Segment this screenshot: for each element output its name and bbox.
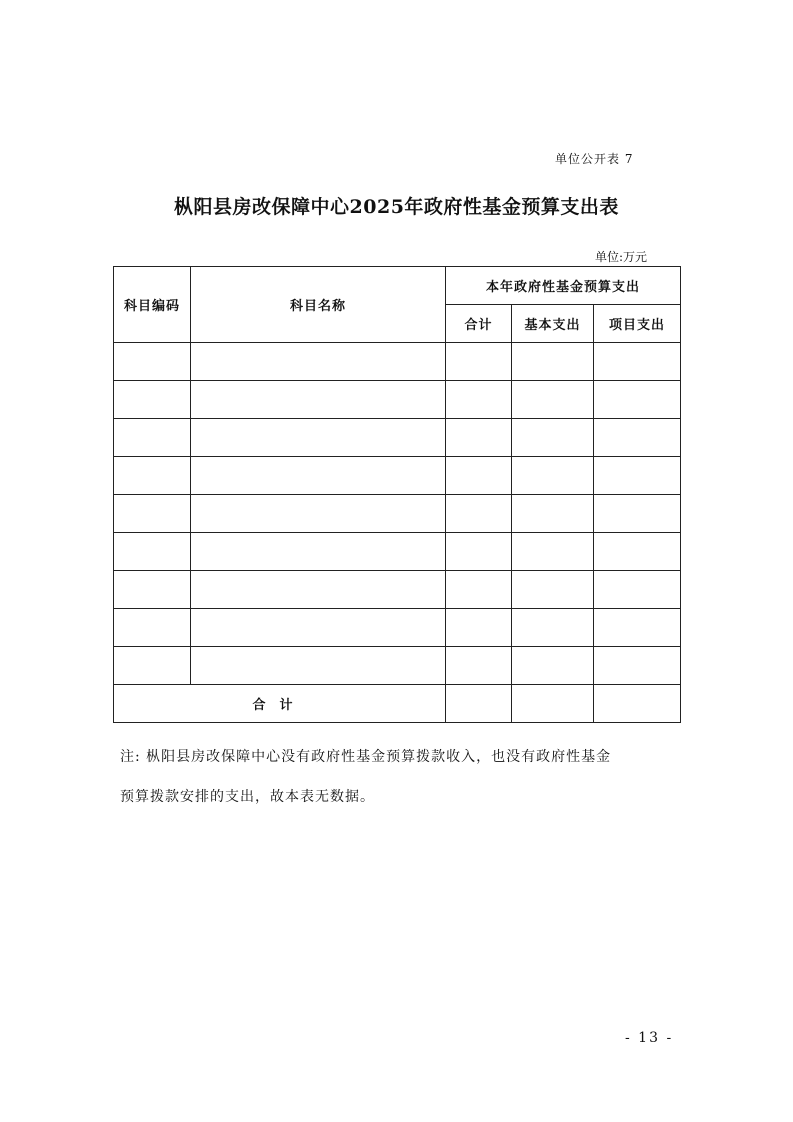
cell-code <box>114 343 191 381</box>
table-row <box>114 457 681 495</box>
cell-project <box>594 533 681 571</box>
note-line-1: 注: 枞阳县房改保障中心没有政府性基金预算拨款收入，也没有政府性基金 <box>120 749 612 765</box>
cell-basic <box>512 419 594 457</box>
cell-name <box>191 609 446 647</box>
cell-code <box>114 647 191 685</box>
cell-name <box>191 457 446 495</box>
cell-name <box>191 419 446 457</box>
table-row <box>114 647 681 685</box>
cell-total <box>446 457 512 495</box>
header-subject-code: 科目编码 <box>114 267 191 343</box>
cell-basic <box>512 381 594 419</box>
header-project-expenditure: 项目支出 <box>594 305 681 343</box>
header-subject-name: 科目名称 <box>191 267 446 343</box>
table-row <box>114 495 681 533</box>
cell-basic <box>512 343 594 381</box>
cell-code <box>114 533 191 571</box>
total-cell-total <box>446 685 512 723</box>
cell-basic <box>512 647 594 685</box>
cell-project <box>594 381 681 419</box>
cell-total <box>446 647 512 685</box>
cell-code <box>114 457 191 495</box>
cell-name <box>191 495 446 533</box>
cell-total <box>446 533 512 571</box>
cell-basic <box>512 495 594 533</box>
budget-table <box>113 266 681 723</box>
unit-label: 单位:万元 <box>595 250 648 264</box>
cell-project <box>594 343 681 381</box>
cell-name <box>191 647 446 685</box>
cell-code <box>114 571 191 609</box>
table-row <box>114 609 681 647</box>
cell-project <box>594 571 681 609</box>
page-number: - 13 - <box>625 1030 674 1046</box>
cell-total <box>446 343 512 381</box>
note-text <box>120 737 680 817</box>
table-row <box>114 533 681 571</box>
total-row <box>114 685 681 723</box>
total-cell-basic <box>512 685 594 723</box>
cell-name <box>191 343 446 381</box>
cell-total <box>446 495 512 533</box>
cell-total <box>446 419 512 457</box>
table-row <box>114 419 681 457</box>
cell-basic <box>512 533 594 571</box>
cell-basic <box>512 609 594 647</box>
total-label: 合计 <box>114 685 446 723</box>
cell-code <box>114 495 191 533</box>
cell-name <box>191 533 446 571</box>
cell-project <box>594 609 681 647</box>
cell-basic <box>512 571 594 609</box>
cell-total <box>446 571 512 609</box>
note-line-2: 预算拨款安排的支出，故本表无数据。 <box>120 789 375 805</box>
cell-code <box>114 419 191 457</box>
cell-project <box>594 647 681 685</box>
header-basic-expenditure: 基本支出 <box>512 305 594 343</box>
cell-total <box>446 381 512 419</box>
cell-name <box>191 381 446 419</box>
total-cell-project <box>594 685 681 723</box>
table-number-label: 单位公开表 7 <box>555 152 634 166</box>
cell-project <box>594 457 681 495</box>
document-title: 枞阳县房改保障中心2025年政府性基金预算支出表 <box>174 196 619 218</box>
cell-project <box>594 495 681 533</box>
table-row <box>114 571 681 609</box>
header-total: 合计 <box>446 305 512 343</box>
cell-code <box>114 609 191 647</box>
cell-total <box>446 609 512 647</box>
table-row <box>114 343 681 381</box>
header-fund-expenditure: 本年政府性基金预算支出 <box>446 267 681 305</box>
cell-name <box>191 571 446 609</box>
cell-code <box>114 381 191 419</box>
cell-basic <box>512 457 594 495</box>
table-row <box>114 381 681 419</box>
cell-project <box>594 419 681 457</box>
